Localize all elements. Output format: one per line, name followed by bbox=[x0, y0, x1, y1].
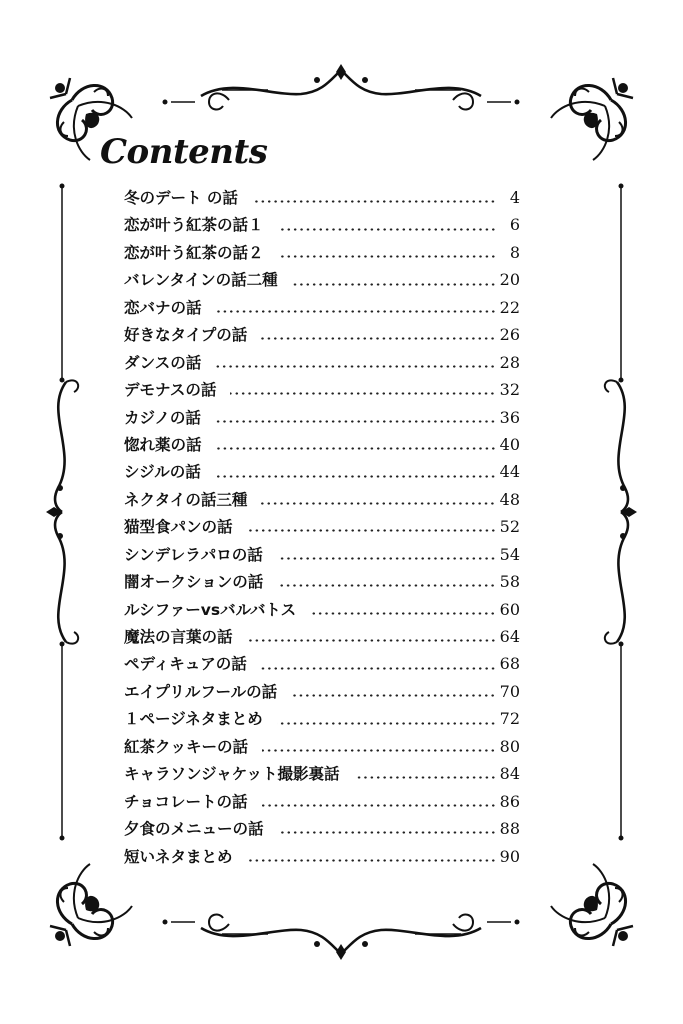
toc-entry bbox=[124, 790, 520, 817]
dot-leader bbox=[216, 310, 496, 313]
toc-entry-page-number: 68 bbox=[499, 654, 520, 674]
toc-entry-title: 猫型食パンの話 bbox=[124, 518, 233, 537]
toc-entry-page-number: 40 bbox=[499, 434, 520, 454]
dot-leader bbox=[230, 392, 496, 395]
dot-leader bbox=[310, 612, 496, 615]
toc-entry-page-number: 32 bbox=[499, 380, 520, 400]
toc-entry-title: ルシファーvsバルバトス bbox=[124, 600, 297, 619]
dot-leader bbox=[247, 859, 496, 862]
toc-entry bbox=[124, 268, 520, 295]
toc-entry-title: ダンスの話 bbox=[124, 353, 202, 372]
toc-entry-title: 紅茶クッキーの話 bbox=[124, 737, 249, 756]
dot-leader bbox=[215, 365, 496, 368]
toc-entry bbox=[124, 378, 520, 405]
toc-entry-page-number: 6 bbox=[509, 215, 520, 235]
toc-entry-page-number: 48 bbox=[499, 489, 520, 509]
toc-entry-title: チョコレートの話 bbox=[124, 792, 248, 811]
toc-entry-page-number: 86 bbox=[499, 791, 520, 811]
toc-entry-title: 闇オークションの話 bbox=[124, 573, 264, 592]
dot-leader bbox=[215, 420, 496, 423]
dot-leader bbox=[215, 475, 496, 478]
toc-entry bbox=[124, 543, 520, 570]
toc-entry-page-number: 20 bbox=[499, 270, 520, 290]
toc-entry-title: 冬のデート の話 bbox=[124, 189, 238, 207]
toc-entry-title: デモナスの話 bbox=[124, 381, 217, 400]
toc-entry-title: ペディキュアの話 bbox=[124, 655, 247, 674]
toc-entry bbox=[124, 652, 520, 679]
dot-leader bbox=[277, 722, 496, 725]
toc-entry-title: 恋バナの話 bbox=[124, 298, 202, 317]
toc-entry-page-number: 88 bbox=[499, 819, 520, 839]
toc-entry bbox=[124, 762, 520, 789]
toc-entry-page-number: 58 bbox=[499, 572, 520, 592]
dot-leader bbox=[247, 639, 496, 642]
toc-entry bbox=[124, 680, 520, 707]
toc-entry bbox=[124, 817, 520, 844]
toc-entry bbox=[124, 570, 520, 597]
toc-entry-page-number: 52 bbox=[499, 517, 520, 537]
dot-leader bbox=[277, 584, 496, 587]
toc-entry bbox=[124, 735, 520, 762]
dot-leader bbox=[277, 557, 496, 560]
toc-entry-title: ネクタイの話三種 bbox=[124, 490, 248, 509]
toc-entry-page-number: 84 bbox=[499, 764, 520, 784]
toc-entry bbox=[124, 406, 520, 433]
toc-entry bbox=[124, 351, 520, 378]
toc-entry-page-number: 60 bbox=[499, 599, 520, 619]
dot-leader bbox=[261, 667, 496, 670]
toc-entry bbox=[124, 241, 520, 268]
toc-entry bbox=[124, 323, 520, 350]
dot-leader bbox=[291, 694, 496, 697]
toc-entry bbox=[124, 515, 520, 542]
toc-entry-title: 短いネタまとめ bbox=[124, 847, 233, 866]
toc-entry bbox=[124, 460, 520, 487]
toc-entry bbox=[124, 598, 520, 625]
dot-leader bbox=[261, 502, 496, 505]
toc-entry-page-number: 80 bbox=[499, 736, 520, 756]
dot-leader bbox=[354, 776, 496, 779]
toc-entry-page-number: 8 bbox=[509, 242, 520, 262]
toc-entry bbox=[124, 433, 520, 460]
toc-entry bbox=[124, 625, 520, 652]
toc-entry-page-number: 44 bbox=[499, 462, 520, 482]
toc-entry-title: シジルの話 bbox=[124, 463, 201, 482]
dot-leader bbox=[278, 228, 496, 231]
toc-entry-page-number: 28 bbox=[499, 352, 520, 372]
toc-entry-page-number: 64 bbox=[499, 627, 520, 646]
toc-entry-title: カジノの話 bbox=[124, 408, 201, 427]
page-title: Contents bbox=[100, 132, 268, 172]
toc-entry-title: バレンタインの話二種 bbox=[124, 271, 278, 290]
toc-entry-title: 惚れ薬の話 bbox=[124, 435, 202, 454]
toc-entry bbox=[124, 707, 520, 734]
toc-entry-title: 恋が叶う紅茶の話２ bbox=[124, 243, 264, 262]
toc-entry-title: 魔法の言葉の話 bbox=[124, 628, 233, 646]
toc-entry-page-number: 90 bbox=[499, 846, 520, 866]
dot-leader bbox=[216, 447, 496, 450]
toc-entry-page-number: 26 bbox=[499, 325, 520, 345]
toc-entry-title: キャラソンジャケット撮影裏話 bbox=[124, 765, 340, 784]
toc-entry-page-number: 36 bbox=[499, 407, 520, 427]
toc-entry-title: エイプリルフールの話 bbox=[124, 682, 278, 701]
dot-leader bbox=[278, 831, 496, 834]
toc-entry-page-number: 54 bbox=[499, 544, 520, 564]
toc-entry-page-number: 70 bbox=[499, 681, 520, 701]
toc-entry-title: シンデレラパロの話 bbox=[124, 545, 263, 564]
toc-entry-page-number: 4 bbox=[509, 188, 520, 207]
toc-entry bbox=[124, 296, 520, 323]
toc-entry-title: １ページネタまとめ bbox=[124, 710, 263, 729]
dot-leader bbox=[252, 200, 496, 203]
dot-leader bbox=[261, 337, 496, 340]
toc-entry-title: 夕食のメニューの話 bbox=[124, 820, 264, 839]
toc-entry bbox=[124, 186, 520, 213]
toc-entry-page-number: 22 bbox=[499, 297, 520, 317]
toc-entry bbox=[124, 213, 520, 240]
table-of-contents bbox=[124, 186, 520, 872]
toc-entry-page-number: 72 bbox=[499, 709, 520, 729]
dot-leader bbox=[292, 283, 496, 286]
dot-leader bbox=[262, 804, 496, 807]
toc-entry-title: 好きなタイプの話 bbox=[124, 326, 248, 345]
toc-entry bbox=[124, 488, 520, 515]
toc-entry bbox=[124, 845, 520, 872]
dot-leader bbox=[262, 749, 496, 752]
toc-entry-title: 恋が叶う紅茶の話１ bbox=[124, 216, 264, 235]
dot-leader bbox=[278, 255, 496, 258]
dot-leader bbox=[247, 529, 496, 532]
